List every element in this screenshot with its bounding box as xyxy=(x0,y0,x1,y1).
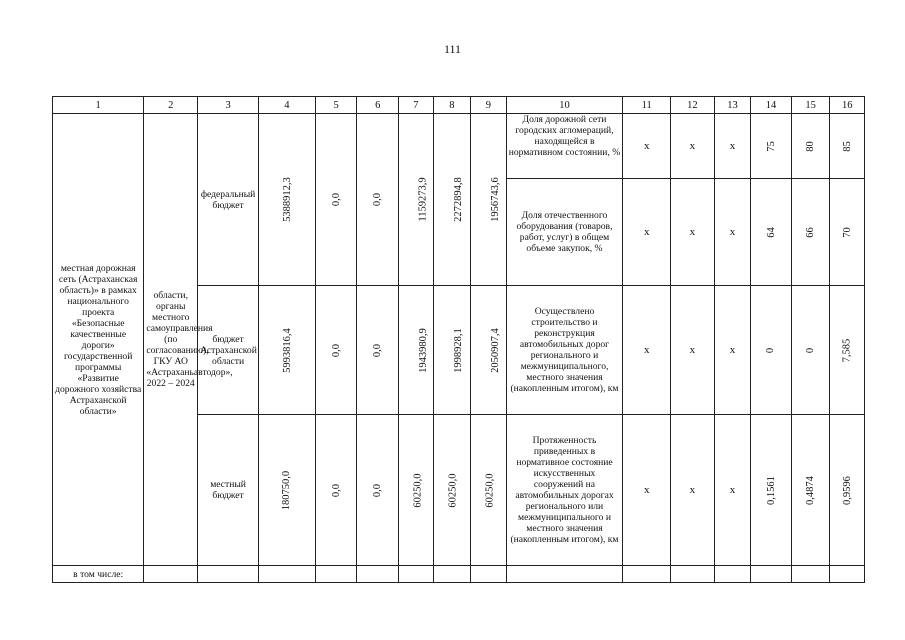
header-cell: 12 xyxy=(671,97,715,114)
mark-cell: x xyxy=(671,415,715,566)
value-cell xyxy=(357,114,399,286)
header-cell: 16 xyxy=(830,97,865,114)
target-value: 0,1561 xyxy=(765,475,777,505)
target-value: 85 xyxy=(841,140,853,152)
header-cell: 11 xyxy=(623,97,671,114)
empty-cell xyxy=(144,566,198,583)
target-value: 75 xyxy=(765,140,777,152)
table-row xyxy=(53,114,865,179)
mark-cell: x xyxy=(671,286,715,415)
indicator-cell: Доля дорожной сети городских агломераций, находящейся в нормативном состоянии, % xyxy=(506,114,623,179)
empty-cell xyxy=(751,566,792,583)
header-cell: 7 xyxy=(399,97,434,114)
indicator-cell: Доля отечественного оборудования (товаров, работ, услуг) в общем объеме закупок, % xyxy=(506,179,623,286)
value-col9: 2050907,4 xyxy=(489,327,501,373)
totals-label: в том числе: xyxy=(53,566,144,583)
totals-row xyxy=(53,566,865,583)
funding-source-cell: местный бюджет xyxy=(198,415,259,566)
header-cell: 2 xyxy=(144,97,198,114)
empty-cell xyxy=(830,566,865,583)
header-cell: 6 xyxy=(357,97,399,114)
indicator-cell: Осуществлено строительство и реконструкция автомобильных дорог регионального и межмуниципального, местного значения (накопленным итогом), км xyxy=(506,286,623,415)
value-col5: 0,0 xyxy=(330,192,342,207)
program-table xyxy=(52,96,865,583)
value-cell xyxy=(399,114,434,286)
value-col6: 0,0 xyxy=(372,343,384,357)
header-cell: 8 xyxy=(433,97,471,114)
value-col7: 1159273,9 xyxy=(417,177,429,222)
empty-cell xyxy=(714,566,751,583)
funding-source-cell: бюджет Астраханской области xyxy=(198,286,259,415)
header-cell: 13 xyxy=(714,97,751,114)
mark-cell: x xyxy=(714,286,751,415)
empty-cell xyxy=(671,566,715,583)
empty-cell xyxy=(471,566,507,583)
header-cell: 9 xyxy=(471,97,507,114)
value-col7: 60250,0 xyxy=(412,472,424,508)
empty-cell xyxy=(506,566,623,583)
mark-cell: x xyxy=(623,415,671,566)
program-name-cell: местная дорожная сеть (Астраханская область)» в рамках национального проекта «Безопасные качественные дороги» государственной программы «Развитие дорожного хозяйства Астраханской области» xyxy=(53,114,144,566)
value-total: 5993816,4 xyxy=(281,327,293,373)
header-cell: 15 xyxy=(791,97,830,114)
value-total: 180750,0 xyxy=(281,470,293,510)
mark-cell: x xyxy=(671,179,715,286)
empty-cell xyxy=(315,566,357,583)
empty-cell xyxy=(357,566,399,583)
funding-source-cell: федеральный бюджет xyxy=(198,114,259,286)
target-value: 7,585 xyxy=(841,338,853,362)
header-cell: 4 xyxy=(259,97,316,114)
empty-cell xyxy=(791,566,830,583)
target-value: 66 xyxy=(805,226,817,238)
mark-cell: x xyxy=(714,114,751,179)
indicator-cell: Протяженность приведенных в нормативное состояние искусственных сооружений на автомобильных дорогах регионального или межмуниципального и местного значения (накопленным итогом), км xyxy=(506,415,623,566)
mark-cell: x xyxy=(623,286,671,415)
target-value: 0,9596 xyxy=(841,475,853,505)
value-col9: 60250,0 xyxy=(484,472,496,508)
value-cell xyxy=(433,114,471,286)
mark-cell: x xyxy=(671,114,715,179)
target-value: 0 xyxy=(765,347,777,353)
mark-cell: x xyxy=(623,114,671,179)
target-value: 0 xyxy=(805,347,817,353)
header-cell: 1 xyxy=(53,97,144,114)
value-col5: 0,0 xyxy=(330,483,342,497)
value-cell xyxy=(259,114,316,286)
header-row xyxy=(53,97,865,114)
value-col7: 1943980,9 xyxy=(417,327,429,373)
target-value: 64 xyxy=(765,226,777,238)
target-value: 70 xyxy=(841,226,853,238)
page-number: 111 xyxy=(443,42,462,56)
target-value: 80 xyxy=(805,140,817,152)
mark-cell: x xyxy=(714,179,751,286)
mark-cell: x xyxy=(714,415,751,566)
empty-cell xyxy=(399,566,434,583)
value-col8: 2272894,8 xyxy=(452,177,464,222)
empty-cell xyxy=(433,566,471,583)
header-cell: 10 xyxy=(506,97,623,114)
header-cell: 14 xyxy=(751,97,792,114)
value-cell xyxy=(315,114,357,286)
value-col6: 0,0 xyxy=(372,192,384,207)
empty-cell xyxy=(198,566,259,583)
mark-cell: x xyxy=(623,179,671,286)
value-col8: 1998928,1 xyxy=(452,327,464,373)
header-cell: 5 xyxy=(315,97,357,114)
value-total: 5388912,3 xyxy=(281,177,293,222)
value-cell xyxy=(471,114,507,286)
value-col6: 0,0 xyxy=(372,483,384,497)
executor-cell: области, органы местного самоуправления (по согласованию), ГКУ АО «Астраханьавтодор», 2022 – 2024 xyxy=(144,114,198,566)
empty-cell xyxy=(259,566,316,583)
target-value: 0,4874 xyxy=(805,475,817,505)
value-col5: 0,0 xyxy=(330,343,342,357)
value-col9: 1956743,6 xyxy=(489,177,501,222)
header-cell: 3 xyxy=(198,97,259,114)
value-col8: 60250,0 xyxy=(447,472,459,508)
empty-cell xyxy=(623,566,671,583)
